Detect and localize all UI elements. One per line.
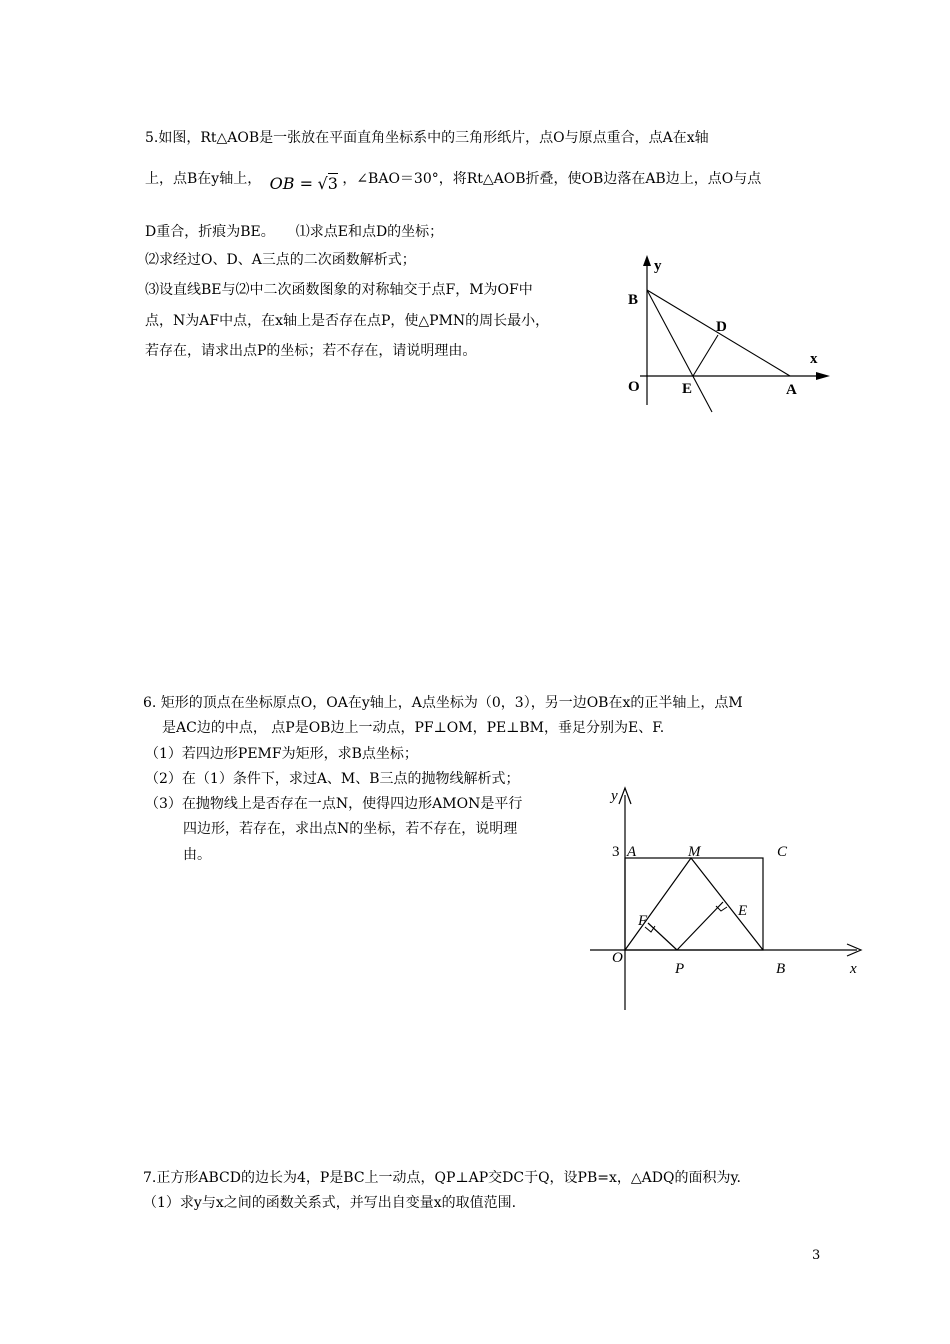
q5-line-4: ⑵求经过O、D、A三点的二次函数解析式； <box>145 252 416 268</box>
q5-line-BE <box>647 290 712 412</box>
q5-line-2a: 上，点B在y轴上， <box>145 171 262 187</box>
q5-line-7: 若存在，请求出点P的坐标；若不存在，请说明理由。 <box>145 343 477 359</box>
q6-label-P: P <box>675 961 685 977</box>
q5-y-arrow <box>643 255 651 266</box>
q7-line-1-text: 正方形ABCD的边长为4，P是BC上一动点，QP⊥AP交DC于Q，设PB=x，△ADQ的面积为y. <box>156 1170 741 1186</box>
q6-label-F: F <box>638 913 648 929</box>
sqrt-symbol: √3 <box>317 174 338 193</box>
q6-line-7: 由。 <box>183 847 211 863</box>
q5-label-A: A <box>786 382 797 398</box>
q5-label-D: D <box>716 319 727 335</box>
q6-label-O: O <box>612 950 623 966</box>
q5-line-2 <box>145 168 762 193</box>
q5-line-1: 5.如图，Rt△AOB是一张放在平面直角坐标系中的三角形纸片，点O与原点重合，点A在x轴 <box>145 130 709 146</box>
q6-line-3: （1）若四边形PEMF为矩形，求B点坐标； <box>145 746 418 762</box>
q5-label-B: B <box>628 292 639 308</box>
q6-label-y: y <box>611 788 618 804</box>
q6-line-4: （2）在（1）条件下，求过A、M、B三点的抛物线解析式； <box>145 771 520 787</box>
q6-label-E: E <box>738 903 748 919</box>
q6-line-1: 6. 矩形的顶点在坐标原点O，OA在y轴上，A点坐标为（0，3），另一边OB在x的正半轴上，点M <box>143 695 743 711</box>
q5-label-x: x <box>810 351 818 367</box>
q7-line-2: （1）求y与x之间的函数关系式，并写出自变量x的取值范围. <box>143 1195 517 1211</box>
q5-label-y: y <box>654 258 662 274</box>
q5-segment-ED <box>693 335 718 376</box>
q6-label-A: A <box>627 844 637 860</box>
q6-label-B: B <box>776 961 786 977</box>
q7-number: 7. <box>143 1170 157 1186</box>
q5-line-3: D重合，折痕为BE。 ⑴求点E和点D的坐标； <box>145 224 444 240</box>
q5-formula: OB = <box>269 174 314 193</box>
q6-figure <box>585 780 870 1015</box>
q5-line-6: 点，N为AF中点，在x轴上是否存在点P，使△PMN的周长最小， <box>145 313 550 329</box>
q6-segment-PE <box>677 902 723 950</box>
q5-label-E: E <box>682 381 693 397</box>
page-number: 3 <box>812 1248 821 1263</box>
q6-line-2: 是AC边的中点， 点P是OB边上一动点，PF⊥OM，PE⊥BM，垂足分别为E、F. <box>162 720 665 736</box>
q5-label-O: O <box>628 379 640 395</box>
q6-segment-PF <box>648 923 677 950</box>
q5-x-arrow <box>816 372 830 380</box>
q6-line-6: 四边形，若存在，求出点N的坐标，若不存在，说明理 <box>183 821 518 837</box>
q5-sqrt-value: 3 <box>327 174 338 193</box>
q6-label-M: M <box>688 844 701 860</box>
q5-figure <box>620 250 835 415</box>
q6-label-3: 3 <box>612 844 620 860</box>
q6-label-x: x <box>850 961 857 977</box>
q5-line-5: ⑶设直线BE与⑵中二次函数图象的对称轴交于点F，M为OF中 <box>145 282 533 298</box>
q6-label-C: C <box>777 844 788 860</box>
q7-line-1 <box>143 1168 741 1188</box>
q5-line-2b: ，∠BAO＝30°，将Rt△AOB折叠，使OB边落在AB边上，点O与点 <box>342 171 762 187</box>
q6-line-5: （3）在抛物线上是否存在一点N，使得四边形AMON是平行 <box>145 796 523 812</box>
